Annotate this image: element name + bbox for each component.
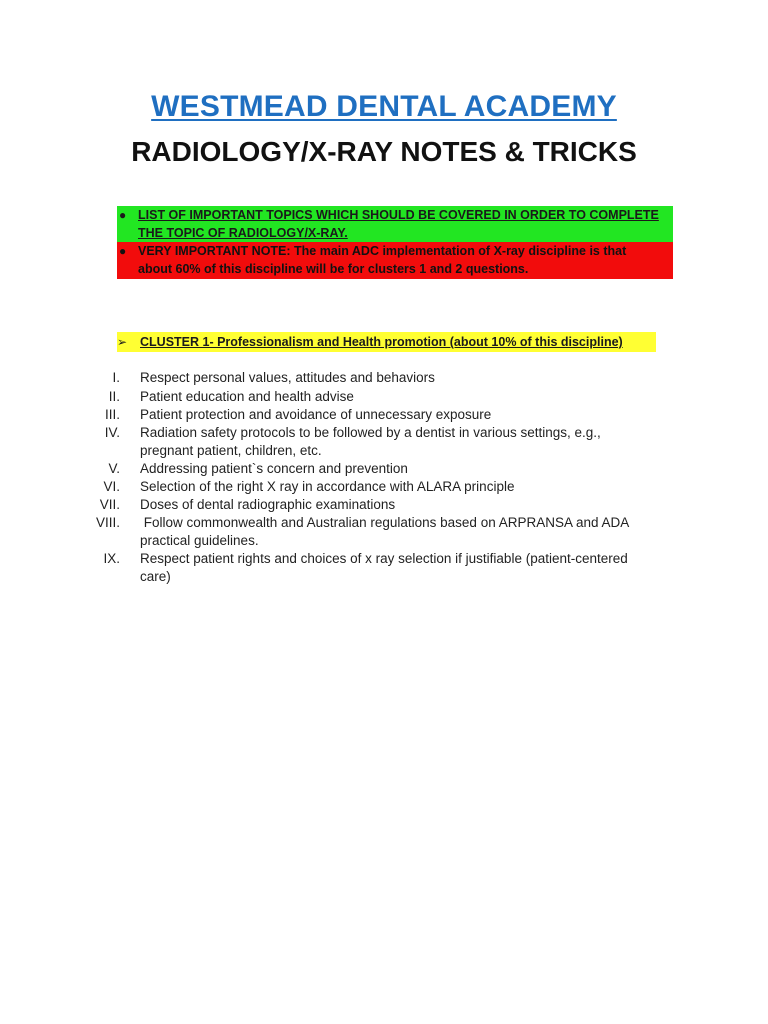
bullet-line: VERY IMPORTANT NOTE: The main ADC implementation of X-ray discipline is that: [138, 244, 627, 258]
list-item-number: I.: [112, 370, 120, 385]
list-item: [80, 424, 680, 460]
list-item-text: Respect personal values, attitudes and behaviors: [140, 370, 435, 385]
list-item-text: pregnant patient, children, etc.: [140, 443, 322, 458]
list-item: [80, 460, 680, 478]
bullet-dot-icon: ●: [119, 208, 127, 222]
cluster-heading: [117, 332, 656, 352]
list-item-number: V.: [108, 461, 120, 476]
list-item-text: Patient protection and avoidance of unnecessary exposure: [140, 407, 492, 422]
list-item: [80, 496, 680, 514]
bullet-line: about 60% of this discipline will be for clusters 1 and 2 questions.: [138, 262, 529, 276]
cluster-topic-list: [80, 369, 680, 586]
bullet-topics-list: [117, 206, 673, 242]
list-item: [80, 550, 680, 586]
list-item-number: II.: [108, 389, 120, 404]
list-item-number: VI.: [103, 479, 120, 494]
list-item-text: Addressing patient`s concern and prevention: [140, 461, 408, 476]
list-item-text: Patient education and health advise: [140, 389, 354, 404]
list-item-number: IV.: [104, 425, 120, 440]
document-subtitle: RADIOLOGY/X-RAY NOTES & TRICKS: [131, 136, 637, 167]
list-item: [80, 388, 680, 406]
bullet-important-note: [117, 242, 673, 279]
list-item-number: IX.: [103, 551, 120, 566]
bullet-dot-icon: ●: [119, 244, 127, 258]
list-item-number: VII.: [99, 497, 120, 512]
list-item: [80, 369, 680, 387]
arrow-bullet-icon: ➢: [117, 335, 128, 349]
list-item-text: practical guidelines.: [140, 533, 259, 548]
list-item: [80, 478, 680, 496]
list-item-number: III.: [104, 407, 120, 422]
list-item-text: Follow commonwealth and Australian regulations based on ARPRANSA and ADA: [140, 515, 630, 530]
document-title: WESTMEAD DENTAL ACADEMY: [151, 90, 617, 123]
list-item-number: VIII.: [95, 515, 120, 530]
cluster-heading-text: CLUSTER 1- Professionalism and Health promotion (about 10% of this discipline): [140, 335, 623, 349]
list-item: [80, 406, 680, 424]
list-item-text: care): [140, 569, 171, 584]
important-bullets: [117, 206, 673, 279]
list-item: [80, 514, 680, 550]
bullet-line: THE TOPIC OF RADIOLOGY/X-RAY.: [138, 226, 348, 240]
list-item-text: Doses of dental radiographic examinations: [140, 497, 396, 512]
list-item-text: Selection of the right X ray in accordance with ALARA principle: [140, 479, 515, 494]
list-item-text: Respect patient rights and choices of x ray selection if justifiable (patient-centered: [140, 551, 628, 566]
list-item-text: Radiation safety protocols to be followed by a dentist in various settings, e.g.,: [140, 425, 601, 440]
bullet-line: LIST OF IMPORTANT TOPICS WHICH SHOULD BE COVERED IN ORDER TO COMPLETE: [138, 208, 659, 222]
